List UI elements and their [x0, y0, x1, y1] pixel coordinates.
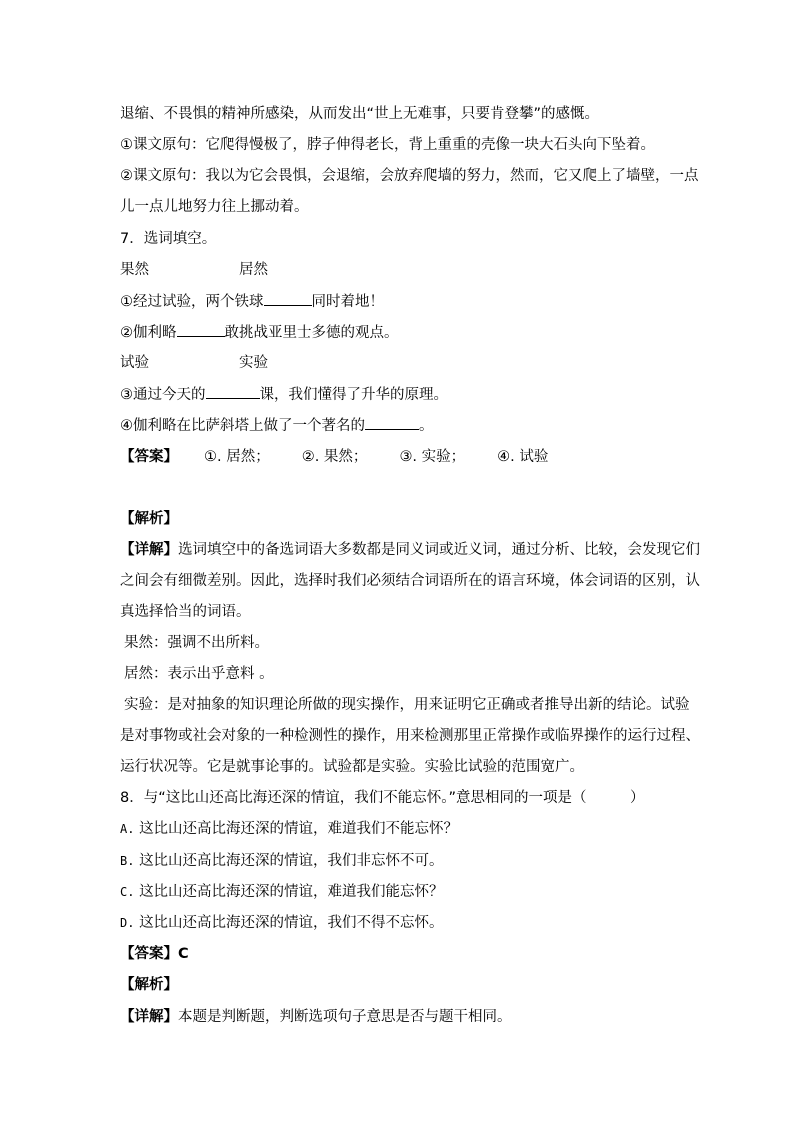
q8-option-a: A. 这比山还高比海还深的情谊，难道我们不能忘怀？ [120, 821, 459, 837]
q7-detail-2: 之间会有细微差别。因此，选择时我们必须结合词语所在的语言环境，体会词语的区别，认 [120, 573, 700, 589]
word-option: 实验 [239, 355, 268, 371]
q7-note-2: 居然：表示出乎意料 。 [124, 666, 274, 682]
word-option: 果然 [120, 262, 149, 278]
option-label: A. [120, 822, 135, 836]
q8-option-d: D. 这比山还高比海还深的情谊，我们不得不忘怀。 [120, 915, 444, 931]
q7-note-3c: 运行状况等。它是就事论事的。试验都是实验。实验比试验的范围宽广。 [120, 759, 584, 775]
option-label: B. [120, 854, 135, 868]
q7-detail-1: 【详解】选词填空中的备选词语大多数都是同义词或近义词，通过分析、比较，会发现它们 [120, 542, 700, 558]
fill-blank [365, 415, 419, 430]
q7-sentence-1: ①经过试验，两个铁球 同时着地！ [120, 291, 384, 312]
option-label: D. [120, 916, 135, 930]
q6-quote-2a: ②课文原句：我以为它会畏惧，会退缩，会放弃爬墙的努力，然而，它又爬上了墙壁，一点 [120, 168, 699, 184]
q7-analysis-tag: 【解析】 [120, 511, 178, 527]
q8-title: 8．与“这比山还高比海还深的情谊，我们不能忘怀。”意思相同的一项是（ ） [120, 790, 645, 806]
q8-detail: 【详解】本题是判断题，判断选项句子意思是否与题干相同。 [120, 1009, 512, 1025]
q8-answer: 【答案】C [120, 946, 189, 962]
q7-sentence-3: ③通过今天的 课，我们懂得了升华的原理。 [120, 384, 448, 405]
q7-title: 7．选词填空。 [120, 231, 217, 247]
q6-continued-text: 退缩、不畏惧的精神所感染，从而发出“世上无难事，只要肯登攀”的感慨。 [120, 106, 600, 122]
q8-option-c: C. 这比山还高比海还深的情谊，难道我们能忘怀？ [120, 884, 444, 900]
q7-note-1: 果然：强调不出所料。 [124, 635, 269, 651]
answer-item: ②. 果然； [301, 449, 368, 465]
q6-quote-2b: 儿一点儿地努力往上挪动着。 [120, 199, 309, 215]
q8-analysis-tag: 【解析】 [120, 977, 178, 993]
fill-blank [264, 291, 312, 306]
word-option: 试验 [120, 355, 149, 371]
detail-tag: 【详解】 [120, 542, 178, 558]
q7-sentence-2: ②伽利略 敢挑战亚里士多德的观点。 [120, 322, 399, 343]
answer-item: ①. 居然； [204, 449, 270, 465]
word-option: 居然 [239, 262, 268, 278]
fill-blank [206, 384, 260, 399]
q6-quote-1: ①课文原句：它爬得慢极了，脖子伸得老长，背上重重的壳像一块大石头向下坠着。 [120, 137, 655, 153]
q7-answer [120, 447, 548, 467]
q7-note-3b: 是对事物或社会对象的一种检测性的操作，用来检测那里正常操作或临界操作的运行过程、 [120, 728, 700, 744]
q7-detail-3: 真选择恰当的词语。 [120, 604, 251, 620]
fill-blank [177, 322, 225, 337]
q8-option-b: B. 这比山还高比海还深的情谊，我们非忘怀不可。 [120, 853, 444, 869]
q7-word-pair-2 [120, 353, 268, 373]
answer-item: ④. 试验 [497, 449, 549, 465]
detail-tag: 【详解】 [120, 1009, 178, 1025]
option-label: C. [120, 885, 135, 899]
q7-sentence-4: ④伽利略在比萨斜塔上做了一个著名的 。 [120, 415, 434, 436]
q7-note-3a: 实验：是对抽象的知识理论所做的现实操作，用来证明它正确或者推导出新的结论。试验 [124, 697, 690, 713]
answer-tag: 【答案】 [120, 449, 178, 465]
q7-word-pair-1 [120, 260, 268, 280]
answer-item: ③. 实验； [399, 449, 466, 465]
